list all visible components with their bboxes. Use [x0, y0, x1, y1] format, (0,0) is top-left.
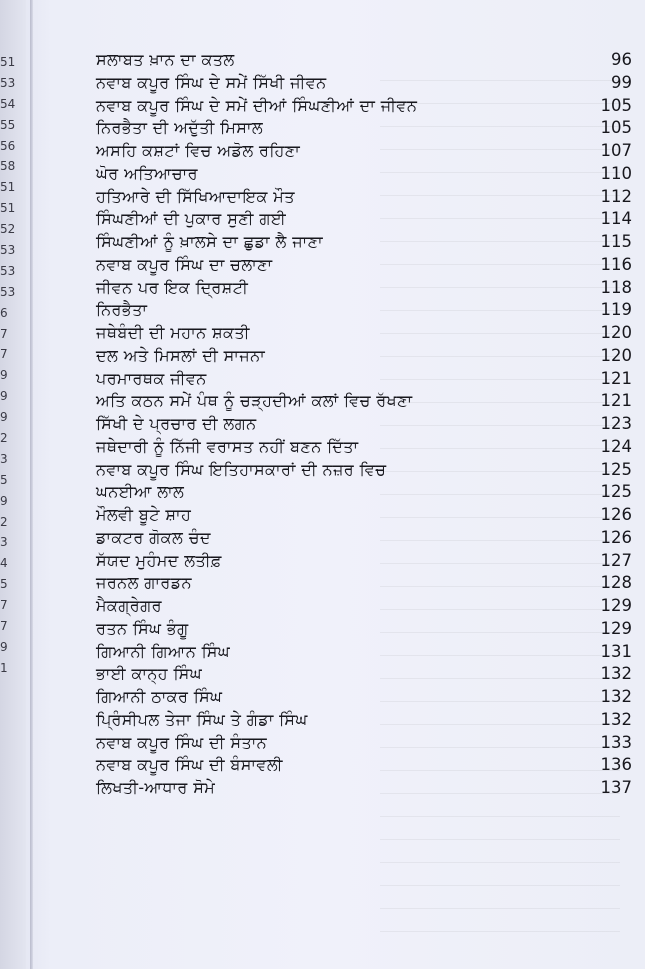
- facing-page-number: 6: [0, 305, 8, 320]
- toc-entry-title: ਅਸਹਿ ਕਸ਼ਟਾਂ ਵਿਚ ਅਡੋਲ ਰਹਿਣਾ: [96, 141, 301, 160]
- toc-entry-page-number: 123: [600, 414, 632, 433]
- facing-page-number: 53: [0, 243, 16, 258]
- toc-entry: [96, 163, 632, 186]
- facing-page-number: 1: [0, 660, 8, 675]
- toc-entry-page-number: 114: [600, 209, 632, 229]
- toc-entry-page-number: 96: [611, 50, 632, 69]
- toc-entry-title: ਪਰਮਾਰਥਕ ਜੀਵਨ: [96, 368, 207, 388]
- toc-entry: [96, 390, 632, 413]
- toc-entry-title: ਮੈਕਗ੍ਰੇਗਰ: [96, 596, 162, 615]
- facing-page-number: 3: [0, 451, 8, 466]
- toc-entry: [96, 777, 632, 800]
- toc-entry-title: ਸਿੱਖੀ ਦੇ ਪ੍ਰਚਾਰ ਦੀ ਲਗਨ: [96, 414, 257, 433]
- toc-entry-title: ਰਤਨ ਸਿੰਘ ਭੰਗੂ: [96, 618, 189, 638]
- toc-entry: [96, 140, 632, 163]
- toc-entry-title: ਗਿਆਨੀ ਗਿਆਨ ਸਿੰਘ: [96, 641, 231, 661]
- toc-entry-page-number: 105: [600, 118, 632, 138]
- toc-entry: [96, 95, 632, 118]
- toc-entry-page-number: 107: [600, 141, 632, 160]
- toc-entry-title: ਨਵਾਬ ਕਪੂਰ ਸਿੰਘ ਦੀ ਸੰਤਾਨ: [96, 732, 268, 752]
- toc-entry: [96, 595, 632, 618]
- toc-entry: [96, 72, 632, 95]
- facing-page-number: 53: [0, 284, 16, 299]
- toc-entry-page-number: 121: [600, 368, 632, 388]
- toc-entry: [96, 527, 632, 550]
- toc-entry-title: ਨਿਰਭੈਤਾ ਦੀ ਅਦੁੱਤੀ ਮਿਸਾਲ: [96, 118, 264, 138]
- toc-entry-page-number: 132: [600, 664, 632, 684]
- toc-entry-page-number: 110: [600, 163, 632, 183]
- toc-entry: [96, 572, 632, 595]
- toc-entry-page-number: 131: [600, 641, 632, 661]
- toc-entry-title: ਨਵਾਬ ਕਪੂਰ ਸਿੰਘ ਦੇ ਸਮੇਂ ਸਿੱਖੀ ਜੀਵਨ: [96, 72, 327, 92]
- toc-entry-title: ਡਾਕਟਰ ਗੋਕਲ ਚੰਦ: [96, 527, 211, 547]
- toc-entry-title: ਅਤਿ ਕਠਨ ਸਮੇਂ ਪੰਥ ਨੂੰ ਚੜ੍ਹਦੀਆਂ ਕਲਾਂ ਵਿਚ ਰੱਖਣਾ: [96, 391, 413, 411]
- toc-entry: [96, 663, 632, 686]
- toc-entry: [96, 254, 632, 277]
- facing-page-number: 51: [0, 180, 16, 195]
- toc-entry-page-number: 132: [600, 687, 632, 706]
- toc-entry-title: ਜੀਵਨ ਪਰ ਇਕ ਦ੍ਰਿਸ਼ਟੀ: [96, 277, 249, 297]
- toc-entry-title: ਜਥੇਬੰਦੀ ਦੀ ਮਹਾਨ ਸ਼ਕਤੀ: [96, 323, 250, 342]
- toc-entry-page-number: 129: [600, 618, 632, 638]
- facing-page-number: 53: [0, 263, 16, 278]
- toc-entry-page-number: 137: [600, 778, 632, 797]
- toc-entry-page-number: 132: [600, 709, 632, 729]
- facing-page-number: 9: [0, 493, 8, 508]
- toc-entry-title: ਗਿਆਨੀ ਠਾਕਰ ਸਿੰਘ: [96, 687, 223, 706]
- facing-page-number: 53: [0, 75, 16, 90]
- facing-page-number: 58: [0, 159, 16, 174]
- toc-entry-title: ਮੌਲਵੀ ਬੂਟੇ ਸ਼ਾਹ: [96, 505, 192, 524]
- toc-entry: [96, 686, 632, 709]
- toc-entry-page-number: 126: [600, 527, 632, 547]
- toc-entry-title: ਦਲ ਅਤੇ ਮਿਸਲਾਂ ਦੀ ਸਾਜਨਾ: [96, 345, 266, 365]
- facing-page-number: 4: [0, 556, 8, 571]
- facing-page-edge: [0, 0, 26, 969]
- toc-entry: [96, 186, 632, 209]
- toc-entry-page-number: 119: [600, 300, 632, 320]
- toc-entry-page-number: 112: [600, 186, 632, 206]
- toc-entry-page-number: 116: [600, 254, 632, 274]
- toc-entry: [96, 299, 632, 322]
- toc-entry: [96, 231, 632, 254]
- toc-entry-title: ਸਿੰਘਣੀਆਂ ਦੀ ਪੁਕਾਰ ਸੁਣੀ ਗਈ: [96, 209, 287, 229]
- toc-entry-title: ਲਿਖਤੀ-ਆਧਾਰ ਸੋਮੇ: [96, 778, 216, 797]
- toc-entry-page-number: 121: [600, 391, 632, 411]
- facing-page-number: 9: [0, 410, 8, 425]
- facing-page-number: 5: [0, 577, 8, 592]
- toc-entry-page-number: 136: [600, 755, 632, 775]
- toc-entry: [96, 49, 632, 72]
- spine-shadow: [30, 0, 33, 969]
- table-of-contents: [96, 49, 632, 800]
- toc-entry: [96, 322, 632, 345]
- facing-page-number: 7: [0, 598, 8, 613]
- toc-entry-page-number: 125: [600, 482, 632, 502]
- toc-entry-title: ਸਲਾਬਤ ਖ਼ਾਨ ਦਾ ਕਤਲ: [96, 50, 235, 69]
- toc-entry-title: ਜਥੇਦਾਰੀ ਨੂੰ ਨਿੱਜੀ ਵਰਾਸਤ ਨਹੀਂ ਬਣਨ ਦਿੱਤਾ: [96, 436, 359, 456]
- toc-entry: [96, 117, 632, 140]
- toc-entry-page-number: 99: [611, 72, 632, 92]
- facing-page-number: 7: [0, 619, 8, 634]
- facing-page-numbers: [0, 52, 22, 679]
- facing-page-number: 54: [0, 96, 16, 111]
- toc-entry: [96, 208, 632, 231]
- toc-entry: [96, 459, 632, 482]
- toc-entry: [96, 732, 632, 755]
- facing-page-number: 55: [0, 117, 16, 132]
- toc-entry-title: ਹਤਿਆਰੇ ਦੀ ਸਿੱਖਿਆਦਾਇਕ ਮੌਤ: [96, 186, 295, 206]
- toc-entry-title: ਪ੍ਰਿੰਸੀਪਲ ਤੇਜਾ ਸਿੰਘ ਤੇ ਗੰਡਾ ਸਿੰਘ: [96, 709, 308, 729]
- facing-page-number: 7: [0, 347, 8, 362]
- facing-page-number: 3: [0, 535, 8, 550]
- toc-entry: [96, 413, 632, 436]
- toc-entry-page-number: 120: [600, 323, 632, 342]
- toc-entry-page-number: 126: [600, 505, 632, 524]
- facing-page-number: 9: [0, 389, 8, 404]
- toc-entry: [96, 641, 632, 664]
- facing-page-number: 2: [0, 431, 8, 446]
- toc-entry-page-number: 128: [600, 573, 632, 593]
- toc-entry-title: ਨਿਰਭੈਤਾ: [96, 300, 148, 320]
- toc-entry-title: ਸੱਯਦ ਮੁਹੰਮਦ ਲਤੀਫ਼: [96, 550, 222, 570]
- toc-entry: [96, 368, 632, 391]
- toc-entry: [96, 345, 632, 368]
- toc-entry-page-number: 124: [600, 436, 632, 456]
- facing-page-number: 51: [0, 201, 16, 216]
- toc-entry-title: ਭਾਈ ਕਾਨ੍ਹ ਸਿੰਘ: [96, 664, 203, 684]
- toc-entry-page-number: 129: [600, 596, 632, 615]
- toc-entry-title: ਘਨਈਆ ਲਾਲ: [96, 482, 185, 502]
- facing-page-number: 2: [0, 514, 8, 529]
- toc-entry: [96, 618, 632, 641]
- toc-entry-page-number: 127: [600, 550, 632, 570]
- toc-entry-title: ਨਵਾਬ ਕਪੂਰ ਸਿੰਘ ਇਤਿਹਾਸਕਾਰਾਂ ਦੀ ਨਜ਼ਰ ਵਿਚ: [96, 459, 387, 479]
- toc-entry-page-number: 115: [600, 232, 632, 251]
- facing-page-number: 51: [0, 55, 16, 69]
- toc-entry: [96, 709, 632, 732]
- toc-entry: [96, 277, 632, 300]
- toc-entry: [96, 550, 632, 573]
- facing-page-number: 5: [0, 472, 8, 487]
- toc-entry-title: ਨਵਾਬ ਕਪੂਰ ਸਿੰਘ ਦੀ ਬੰਸਾਵਲੀ: [96, 755, 283, 775]
- facing-page-number: 56: [0, 138, 16, 153]
- toc-entry-page-number: 133: [600, 732, 632, 752]
- toc-entry-page-number: 105: [600, 95, 632, 115]
- toc-entry: [96, 504, 632, 527]
- toc-entry-page-number: 118: [600, 277, 632, 297]
- toc-entry: [96, 754, 632, 777]
- toc-entry-title: ਘੋਰ ਅਤਿਆਚਾਰ: [96, 163, 198, 183]
- toc-entry-title: ਜਰਨਲ ਗਾਰਡਨ: [96, 573, 192, 593]
- facing-page-number: 9: [0, 368, 8, 383]
- toc-entry-title: ਸਿੰਘਣੀਆਂ ਨੂੰ ਖ਼ਾਲਸੇ ਦਾ ਛੁਡਾ ਲੈ ਜਾਣਾ: [96, 232, 324, 251]
- toc-entry-title: ਨਵਾਬ ਕਪੂਰ ਸਿੰਘ ਦੇ ਸਮੇਂ ਦੀਆਂ ਸਿੰਘਣੀਆਂ ਦਾ ਜੀਵਨ: [96, 95, 418, 115]
- toc-entry-title: ਨਵਾਬ ਕਪੂਰ ਸਿੰਘ ਦਾ ਚਲਾਣਾ: [96, 254, 273, 274]
- toc-entry: [96, 436, 632, 459]
- facing-page-number: 9: [0, 639, 8, 654]
- toc-entry: [96, 481, 632, 504]
- toc-entry-page-number: 125: [600, 459, 632, 479]
- facing-page-number: 52: [0, 222, 16, 237]
- toc-entry-page-number: 120: [600, 345, 632, 365]
- facing-page-number: 7: [0, 326, 8, 341]
